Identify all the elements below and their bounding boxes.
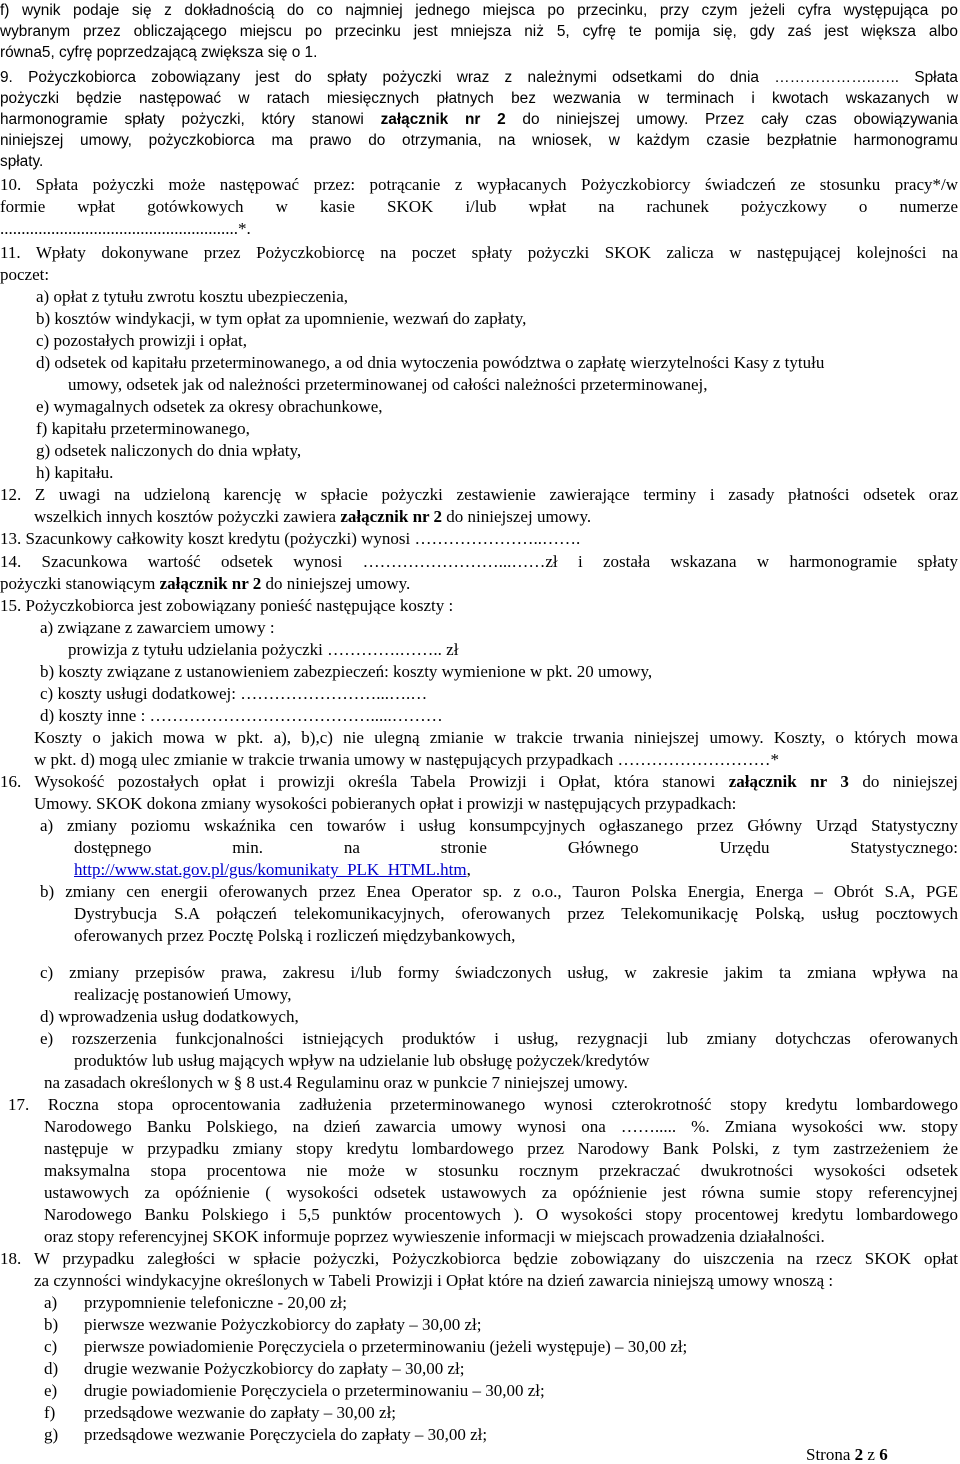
section-16-item-b-line-1: b) zmiany cen energii oferowanych przez Enea Operator sp. z o.o., Tauron Polska Energia, Energa – Obrót S.A, PGE: [40, 882, 958, 901]
section-16-item-b-line-3: oferowanych przez Pocztę Polską i rozliczeń międzybankowych,: [74, 926, 516, 945]
section-10-line-2: formie wpłat gotówkowych w kasie SKOK i/lub wpłat na rachunek pożyczkowy o numerze: [0, 197, 958, 216]
attachment-ref: załącznik nr 2: [380, 111, 506, 128]
section-17-line-7: oraz stopy referencyjnej SKOK informuje poprzez wywieszenie informacji w miejscach prowadzenia działalności.: [44, 1227, 825, 1246]
section-9-line-2: pożyczki będzie następować w ratach miesięcznych płatnych bez wezwania w terminach i kwotach wskazanych w: [0, 90, 958, 107]
section-9-line-4: niniejszej umowy, pożyczkobiorca ma prawo do otrzymania, na wniosek, w każdym czasie bezpłatnie harmonogramu: [0, 132, 958, 149]
section-16-item-d: d) wprowadzenia usług dodatkowych,: [40, 1007, 299, 1026]
fee-item-f: f) przedsądowe wezwanie do zapłaty – 30,00 zł;: [44, 1403, 397, 1422]
section-15-line-1: 15. Pożyczkobiorca jest zobowiązany ponieść następujące koszty :: [0, 596, 454, 615]
section-16-item-b-line-2: Dystrybucja S.A połączeń telekomunikacyjnych, oferowanych przez Telekomunikację Polską, usług pocztowych: [74, 904, 958, 923]
section-15-item-c: c) koszty usługi dodatkowej: ……………………...….…: [40, 684, 428, 703]
section-15-item-a: a) związane z zawarciem umowy :: [40, 618, 275, 637]
fee-item-b: b) pierwsze wezwanie Pożyczkobiorcy do zapłaty – 30,00 zł;: [44, 1315, 482, 1334]
section-16-item-e-line-1: e) rozszerzenia funkcjonalności istniejących produktów i usług, rezygnacji lub zmiany dotychczas oferowanych: [40, 1029, 958, 1048]
section-11-item-h: h) kapitału.: [36, 463, 114, 482]
section-11-line-1: 11. Wpłaty dokonywane przez Pożyczkobiorcę na poczet spłaty pożyczki SKOK zalicza w następującej kolejności na: [0, 243, 958, 262]
section-15-item-d: d) koszty inne : ………………………………….....………: [40, 706, 443, 725]
section-8f-line-2: wybranym przez obliczającego miejscu po przecinku jest mniejsza niż 5, cyfrę te pomija się, gdy zaś jest większa albo: [0, 23, 958, 40]
section-11-line-2: poczet:: [0, 265, 50, 284]
section-15-item-a-commission: prowizja z tytułu udzielania pożyczki ………….…….. zł: [68, 640, 459, 659]
section-15-line-6: Koszty o jakich mowa w pkt. a), b),c) nie ulegną zmianie w trakcie trwania niniejszej umowy. Koszty, o których mowa: [34, 728, 958, 747]
section-16-item-e-line-2: produktów lub usług mających wpływ na udzielanie lub obsługę pożyczek/kredytów: [74, 1051, 650, 1070]
section-9-line-3: harmonogramie spłaty pożyczki, który stanowi załącznik nr 2 do niniejszej umowy. Przez cały czas obowiązywania: [0, 111, 958, 128]
section-12-line-1: 12. Z uwagi na udzieloną karencję w spłacie pożyczki zestawienie zawierające terminy i zasady płatności odsetek oraz: [0, 485, 958, 504]
section-16-item-c-line-1: c) zmiany przepisów prawa, zakresu i/lub formy świadczonych usług, w zakresie jakim ta zmiana wpływa na: [40, 963, 958, 982]
section-8f-line-1: f) wynik podaje się z dokładnością do co najmniej jednego miejsca po przecinku, przy czym jeżeli cyfra występująca po: [0, 2, 958, 19]
section-14-line-2: pożyczki stanowiącym załącznik nr 2 do niniejszej umowy.: [0, 574, 411, 593]
section-16-item-c-line-2: realizację postanowień Umowy,: [74, 985, 292, 1004]
section-17-line-3: następuje w przypadku zmiany stopy kredytu lombardowego przez Narodowy Bank Polski, z tym zastrzeżeniem że: [44, 1139, 958, 1158]
total-pages: 6: [879, 1445, 888, 1464]
section-16-item-a-line-1: a) zmiany poziomu wskaźnika cen towarów i usług konsumpcyjnych ogłaszanego przez Główny Urząd Statystyczny: [40, 816, 958, 835]
section-18-line-1: 18. W przypadku zaległości w spłacie pożyczki, Pożyczkobiorca będzie zobowiązany do uiszczenia na rzecz SKOK opłat: [0, 1249, 958, 1268]
section-9-line-5: spłaty.: [0, 153, 44, 170]
section-18-line-2: za czynności windykacyjne określonych w Tabeli Prowizji i Opłat które na dzień zawarcia niniejszą umowy wnoszą :: [34, 1271, 834, 1290]
section-10-line-3: ........................................................*.: [0, 219, 251, 238]
section-17-line-2: Narodowego Banku Polskiego, na dzień zawarcia umowy wynosi ona ……..... %. Zmiana wysokości ww. stopy: [44, 1117, 958, 1136]
attachment-ref: załącznik nr 2: [159, 574, 262, 593]
section-11-item-a: a) opłat z tytułu zwrotu kosztu ubezpieczenia,: [36, 287, 349, 306]
fee-item-g: g) przedsądowe wezwanie Poręczyciela do zapłaty – 30,00 zł;: [44, 1425, 488, 1444]
page-number: Strona 2 z 6: [806, 1445, 888, 1464]
section-16-item-a-line-2: dostępnego min. na stronie Głównego Urzędu Statystycznego:: [74, 838, 958, 857]
section-9-line-1: 9. Pożyczkobiorca zobowiązany jest do spłaty pożyczki wraz z należnymi odsetkami do dnia ………………..….. Spłata: [0, 69, 958, 86]
section-15-line-7: w pkt. d) mogą ulec zmianie w trakcie trwania umowy w następujących przypadkach ………………………*: [34, 750, 779, 769]
section-17-line-1: 17. Roczna stopa oprocentowania zadłużenia przeterminowanego wynosi czterokrotność stopy kredytu lombardowego: [8, 1095, 958, 1114]
attachment-ref: załącznik nr 2: [340, 507, 443, 526]
fee-item-c: c) pierwsze powiadomienie Poręczyciela o przeterminowaniu (jeżeli występuje) – 30,00 zł;: [44, 1337, 688, 1356]
section-10-line-1: 10. Spłata pożyczki może następować przez: potrącanie z wypłacanych Pożyczkobiorcy świadczeń ze stosunku pracy*/w: [0, 175, 958, 194]
fee-item-a: a) przypomnienie telefoniczne - 20,00 zł;: [44, 1293, 347, 1312]
section-11-item-e: e) wymagalnych odsetek za okresy obrachunkowe,: [36, 397, 383, 416]
section-11-item-f: f) kapitału przeterminowanego,: [36, 419, 250, 438]
section-17-line-6: Narodowego Banku Polskiego i 5,5 punktów procentowych ). O wysokości stopy procentowej kredytu lombardowego: [44, 1205, 958, 1224]
section-15-item-b: b) koszty związane z ustanowieniem zabezpieczeń: koszty wymienione w pkt. 20 umowy,: [40, 662, 653, 681]
section-12-line-2: wszelkich innych kosztów pożyczki zawiera załącznik nr 2 do niniejszej umowy.: [34, 507, 592, 526]
section-16-line-end: na zasadach określonych w § 8 ust.4 Regulaminu oraz w punkcie 7 niniejszej umowy.: [44, 1073, 628, 1092]
section-16-item-a-line-3: http://www.stat.gov.pl/gus/komunikaty_PLK_HTML.htm,: [74, 860, 471, 879]
section-11-item-d-line-1: d) odsetek od kapitału przeterminowanego, a od dnia wytoczenia powództwa o zapłatę wierzytelności Kasy z tytułu: [36, 353, 825, 372]
section-16-line-2: Umowy. SKOK dokona zmiany wysokości pobieranych opłat i prowizji w następujących przypadkach:: [34, 794, 737, 813]
section-11-item-b: b) kosztów windykacji, w tym opłat za upomnienie, wezwań do zapłaty,: [36, 309, 527, 328]
fee-item-e: e) drugie powiadomienie Poręczyciela o przeterminowaniu – 30,00 zł;: [44, 1381, 545, 1400]
section-11-item-g: g) odsetek naliczonych do dnia wpłaty,: [36, 441, 302, 460]
current-page: 2: [854, 1445, 864, 1464]
section-13-line-1: 13. Szacunkowy całkowity koszt kredytu (pożyczki) wynosi …………………..…….: [0, 529, 581, 548]
section-8f-line-3: równa5, cyfrę poprzedzającą zwiększa się o 1.: [0, 44, 318, 61]
section-16-line-1: 16. Wysokość pozostałych opłat i prowizji określa Tabela Prowizji i Opłat, która stanowi załącznik nr 3 do niniejszej: [0, 772, 958, 791]
section-11-item-c: c) pozostałych prowizji i opłat,: [36, 331, 248, 350]
attachment-ref: załącznik nr 3: [728, 772, 849, 791]
section-11-item-d-line-2: umowy, odsetek jak od należności przeterminowanej od całości należności przeterminowanej,: [68, 375, 708, 394]
stat-gov-link[interactable]: http://www.stat.gov.pl/gus/komunikaty_PLK_HTML.htm: [74, 860, 467, 879]
section-17-line-5: ustawowych za opóźnienie ( wysokości odsetek ustawowych za opóźnienie jest równa sumie stopy referencyjnej: [44, 1183, 958, 1202]
section-14-line-1: 14. Szacunkowa wartość odsetek wynosi ……………………...……zł i została wskazana w harmonogramie spłaty: [0, 552, 958, 571]
fee-item-d: d) drugie wezwanie Pożyczkobiorcy do zapłaty – 30,00 zł;: [44, 1359, 465, 1378]
section-17-line-4: maksymalna stopa procentowa nie może w stosunku rocznym przekraczać dwukrotności wysokości odsetek: [44, 1161, 958, 1180]
